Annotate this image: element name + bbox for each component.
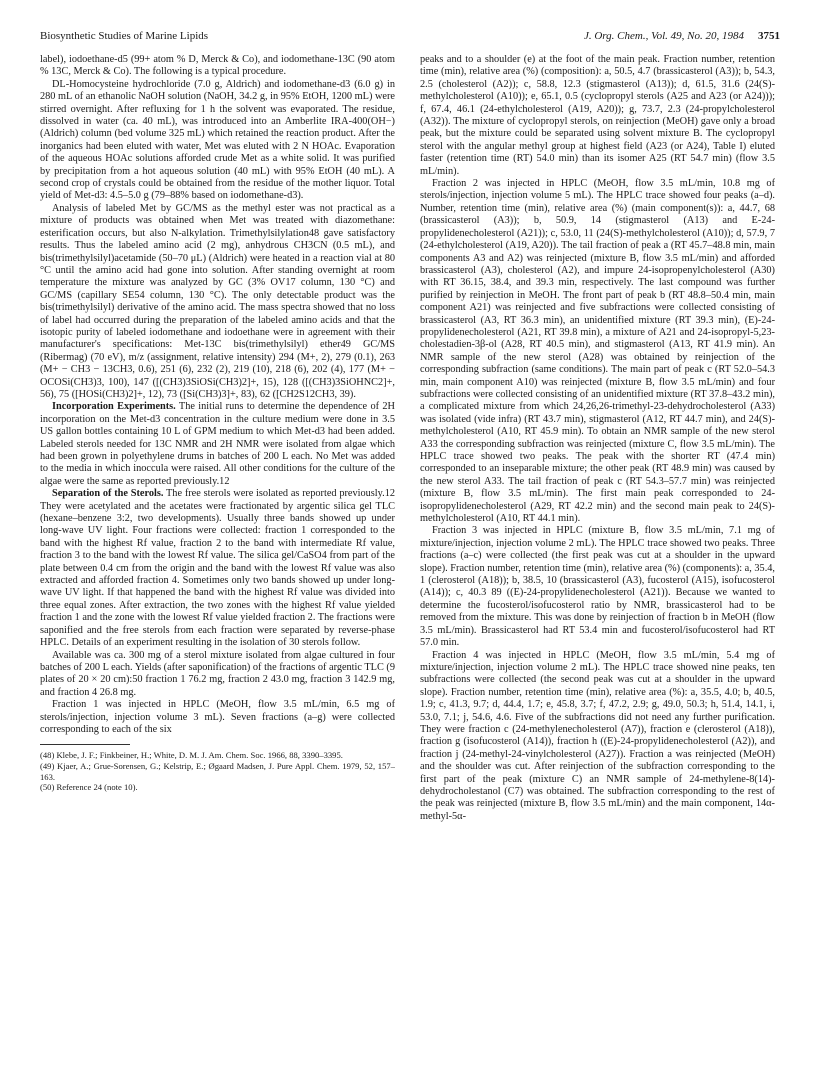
paragraph: label), iodoethane-d5 (99+ atom % D, Merck & Co), and iodomethane-13C (90 atom % 13C, Merck & Co). The following is a typical procedure. <box>40 54 395 78</box>
paragraph: Analysis of labeled Met by GC/MS as the methyl ester was not practical as a mixture of products was obtained when Met was treated with diazomethane: esterification occurs, but also N-alkylation. Trimethylsilylation48 gave satisfactory results. Thus the labeled amino acid (2 mg), anhydrous CH3CN (0.5 mL), and bis(trimethylsilyl)acetamide (50–70 μL) (Aldrich) were heated in a reaction vial at 80 °C until the amino acid had gone into solution. After standing overnight at room temperature the mixture was analyzed by GC (3% OV17 column, 130 °C) and GC/MS (capillary SE54 column, 130 °C). The only detectable product was the bis(trimethylsilyl) derivative of the amino acid. The mass spectra showed that no loss of label had occurred during the preparation of the labeled amino acids and that the isotopic purity of labeled iodomethane and iodoethane were in agreement with their manufacturer's specifications: Met-13C bis(trimethylsilyl) ether49 GC/MS (Ribermag) (70 eV), m/z (assignment, relative intensity) 294 (M+, 2), 279 (0.1), 263 (M+ − CH3 − 13CH3, 0.6), 251 (6), 232 (2), 219 (10), 218 (6), 202 (4), 177 (M+ − OCOSi(CH3)3, 100), 147 ([(CH3)3SiOSi(CH3)2]+, 15), 128 ([(CH3)3SiOHNC2]+, 56), 75 ([HOSi(CH3)2]+, 12), 73 ([Si(CH3)3]+, 83), 62 ([CH2S12CH3, 39). <box>40 202 395 400</box>
paragraph: Fraction 2 was injected in HPLC (MeOH, flow 3.5 mL/min, 10.8 mg of sterols/injection, injection volume 5 mL). The HPLC trace showed four peaks (a–d). Number, retention time (min), relative area (%) (main component(s)): a, 44.7, 68 (brassicasterol (A3)); b, 50.9, 14 (stigmasterol (A13) and E-24-propylidenecholesterol (A21)); c, 53.0, 11 (24(S)-methylcholesterol (A10)); d, 57.9, 7 (24-ethylcholesterol (A19, A20)). The tail fraction of peak a (RT 45.7–48.8 min, main components A3 and A2) was reinjected (mixture B, flow 3.5 mL/min) and afforded brassicasterol (A3), cholesterol (A2), and impure 24-isopropenylcholesterol (A30) with RT 36.15, 38.4, and 39.3 min, respectively. The last compound was further purified by reinjection in MeOH. The front part of peak b (RT 48.8–50.4 min, main component A21) was reinjected and five subfractions were collected consisting of brassicasterol (A3, RT 36.3 min), an unidentified mixture (RT 39.3 min), (E)-24-propylidenecholesterol (A21, RT 39.8 min), a mixture of A21 and 24-isopropyl-5,23-cholestadien-3β-ol (A28, RT 40.5 min), and stigmasterol (A13, RT 41.9 min). An NMR sample of the new sterol (A28) was obtained by reinjection of the corresponding subfraction (same conditions). The main part of peak c (RT 52.0–54.3 min, main component A10) was reinjected (mixture B, flow 3.5 mL/min) and four subfractions were collected consisting of an unidentified mixture (RT 37.8–43.2 min), a complicated mixture from which 24,26,26-trimethyl-23-dehydrocholesterol (A33) was isolated (vide infra) (RT 43.7 min), stigmasterol (A12, RT 44.7 min), and 24(S)-methylcholesterol (A10, RT 45.9 min). To obtain an NMR sample of the new sterol A33 the corresponding subfraction was reinjected (mixture C, flow 3.5 mL/min). The HPLC trace showed two peaks. The peak with the shorter RT (47.4 min) corresponded to an inseparable mixture; the other peak (RT 48.9 min) was caused by the new sterol A33. The tail fraction of peak c (RT 54.3–57.7 min) was reinjected (mixture B, flow 3.5 mL/min). The first main peak corresponded to 24-isopropylidenecholesterol (A29, RT 42.2 min) and the second main peak to 24(S)-methylcholesterol (A10, RT 44.1 min). <box>420 178 775 525</box>
paragraph: peaks and to a shoulder (e) at the foot of the main peak. Fraction number, retention time (min), relative area (%) (composition): a, 50.5, 4.7 (brassicasterol (A3)); b, 54.3, 2.5 (cholesterol (A2)); c, 58.8, 12.3 (stigmasterol (A13)); d, 61.5, 31.6 (24(S)-methylcholesterol (A10)); e, 65.1, 0.5 (cyclopropyl sterols (A25 and A23 (or A24))); f, 67.4, 46.1 (24-ethylcholesterol (A19, A20)); g, 73.7, 2.3 (24-propylcholesterol (A32)). The mixture of cyclopropyl sterols, on reinjection (MeOH) gave only a broad peak, but the mixture could be separated using solvent mixture B. The cyclopropyl sterol with the angular methyl group at highest field (A23 (or A24), Table I) eluted faster (retention time (RT) 54.0 min) than its isomer A25 (RT 54.7 min) (flow 3.5 mL/min). <box>420 54 775 177</box>
running-title: Biosynthetic Studies of Marine Lipids <box>40 30 209 42</box>
paragraph: Fraction 1 was injected in HPLC (MeOH, flow 3.5 mL/min, 6.5 mg of sterols/injection, injection volume 3 mL). Seven fractions (a–g) were collected corresponding to each of the six <box>40 699 395 735</box>
footnote-divider <box>40 744 130 745</box>
paragraph <box>40 401 395 488</box>
paragraph: Fraction 3 was injected in HPLC (mixture B, flow 3.5 mL/min, 7.1 mg of mixture/injection, injection volume 2 mL). The HPLC trace showed two peaks. Three fractions (a–c) were collected (the first peak was cut at a shoulder in the upward slope). Fraction number, retention time (min), relative area (%) (components): a, 35.4, 1 (clerosterol (A18)); b, 38.5, 10 (brassicasterol (A3), fucosterol (A15), isofucosterol (A14)); c, 40.3 89 ((E)-24-propylidenecholesterol (A21)). Because we wanted to determine the fucosterol/isofucosterol ratio by NMR, brassicasterol had to be removed from the mixture. This was done by reinjection of fraction b in MeOH (flow 3.5 mL/min). Brassicasterol had RT 53.4 min and fucosterol/isofucosterol had RT 57.0 min. <box>420 525 775 649</box>
right-column <box>420 54 775 1044</box>
footnote: (48) Klebe, J. F.; Finkbeiner, H.; White, D. M. J. Am. Chem. Soc. 1966, 88, 3390–3395. <box>40 750 343 761</box>
paragraph-text: The initial runs to determine the dependence of 2H incorporation on the Met-d3 concentration in the culture medium were done in 3.5 US gallon bottles containing 10 L of GPM medium to which Met-d3 had been added. Labeled sterols needed for 13C NMR and 2H NMR were isolated from algae which had been grown in polyethylene drums in batches of 200 L each. No Met was added to the media in which inoccula were raised. All other conditions for the culture of the algae were the same as reported previously.12 <box>40 401 395 487</box>
footnote: (49) Kjaer, A.; Grue-Sorensen, G.; Kelstrip, E.; Øgaard Madsen, J. Pure Appl. Chem. 1979, 52, 157–163. <box>40 760 395 782</box>
paragraph: Fraction 4 was injected in HPLC (MeOH, flow 3.5 mL/min, 5.4 mg of mixture/injection, injection volume 2 mL). The HPLC trace showed nine peaks, ten subfractions were collected (the second peak was cut at a shoulder in the upward slope). Fraction number, retention time (min), relative area (%): a, 35.5, 4.0; b, 40.5, 1.9; c, 41.3, 9.7; d, 44.4, 1.7; e, 45.8, 3.7; f, 47.2, 2.9; g, 49.0, 50.3; h, 51.4, 14.1, i, 53.0, 7.1; j, 54.6, 4.6. Five of the subfractions did not need any further purification. They were fraction c (24-methylenecholesterol (A7)), fraction e (clerosterol (A18)), fraction g (isofucosterol (A14)), fraction h ((E)-24-propylidenecholesterol (A2)), and fraction j (24-methyl-24-vinylcholesterol (A27)). Fraction a was reinjected (MeOH) and the shoulder was cut. After reinjection of the subfraction corresponding to the first part of the peak (mixture C) an NMR sample of 24-methylene-8(14)-dehydrocholestanol (C7) was obtained. The subfraction corresponding to the rest of the peak was reinjected (mixture B, flow 3.5 mL/min) and the main component, 14α-methyl-5α- <box>420 649 775 822</box>
paragraph: Available was ca. 300 mg of a sterol mixture isolated from algae cultured in four batches of 200 L each. Yields (after saponification) of the fractions of argentic TLC (9 plates of 20 × 20 cm):50 fraction 1 76.2 mg, fraction 2 43.0 mg, fraction 3 142.9 mg, and fraction 4 26.8 mg. <box>40 649 395 698</box>
paragraph: DL-Homocysteine hydrochloride (7.0 g, Aldrich) and iodomethane-d3 (6.0 g) in 280 mL of an ethanolic NaOH solution (NaOH, 34.2 g, in 95% EtOH, 1200 mL) were stirred overnight. After refluxing for 1 h the solvent was evaporated. The residue, dissolved in water (ca. 40 mL), was introduced into an Amberlite IRA-400(OH−) (Aldrich) column (bed volume 325 mL) which retained the reaction product. After the inorganics had been eluted with water, Met was eluted with 2 N HOAc. Evaporation of the aqueous HOAc solutions afforded crude Met as a white solid. It was purified by precipitation from a hot aqueous solution (40 mL) with 95% EtOH (40 mL). A second crop of crystals could be obtained from the residue of the mother liquor. Total yield of Met-d3: 4.5–5.0 g (79–88% based on iodomethane-d3). <box>40 78 395 202</box>
page-header <box>40 28 780 44</box>
section-heading: Separation of the Sterols. <box>52 488 164 500</box>
paragraph <box>40 488 395 649</box>
left-column <box>40 54 395 1044</box>
journal-citation: J. Org. Chem., Vol. 49, No. 20, 1984 <box>583 30 744 42</box>
footnote: (50) Reference 24 (note 10). <box>40 782 138 793</box>
page-number: 3751 <box>758 30 780 42</box>
section-heading: Incorporation Experiments. <box>52 401 176 413</box>
journal-header <box>584 28 780 44</box>
paragraph-text: The free sterols were isolated as reported previously.12 They were acetylated and the acetates were fractionated by argentic silica gel TLC (hexane–benzene 3:2, two developments). Usually three bands showed up under long-wave UV light. Four fractions were collected: fraction 1 corresponded to the band with the highest Rf value, fraction 2 to the band with intermediate Rf value, fraction 3 to the band with the lowest Rf value. The silica gel/CaSO4 from part of the plate between 0.4 cm from the origin and the band with the lowest Rf value was also extracted and afforded fraction 4. Sometimes only two bands showed up under long-wave UV light. If that happened the band with the highest Rf value was divided into three equal zones. After extraction, the two zones with the highest Rf value yielded fraction 1 and the zone with the lowest Rf value yielded fraction 2. The fractions were saponified and the free sterols from each fraction were separated by reverse-phase HPLC. Details of an experiment resulting in the isolation of 30 sterols follow. <box>40 488 395 649</box>
